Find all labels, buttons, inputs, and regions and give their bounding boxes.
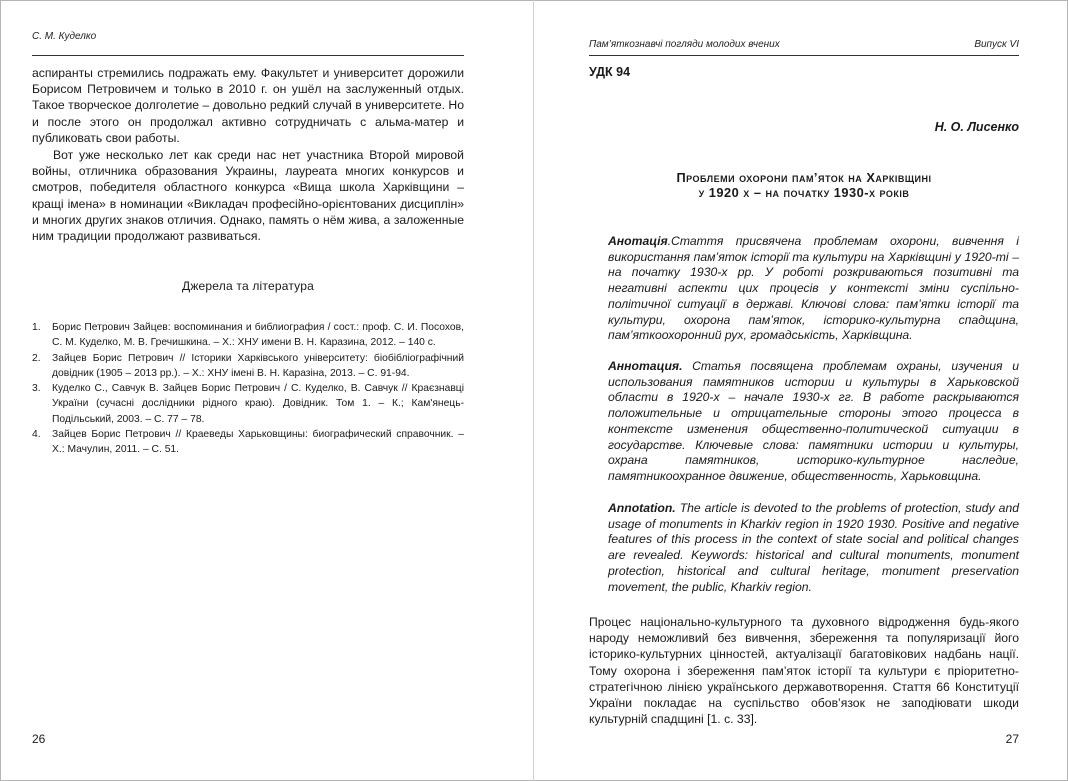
- reference-item: [32, 381, 464, 427]
- udc-code: УДК 94: [589, 65, 631, 79]
- right-body-text: [589, 614, 1019, 727]
- reference-item: [32, 427, 464, 458]
- reference-list: [32, 320, 464, 458]
- reference-text: Зайцев Борис Петрович // Краеведы Харьковщины: биографический справочник. – Х.: Мачулин, 2011. – С. 51.: [52, 429, 464, 456]
- article-author: Н. О. Лисенко: [934, 120, 1019, 134]
- abstract-en-label: Annotation.: [608, 501, 676, 515]
- left-paragraph-2: Вот уже несколько лет как среди нас нет участника Второй мировой войны, отличника образования Украины, лауреата многих конкурсов и смотров, победителя областного конкурса «Вища школа Харківщини – кращі імена» в номинации «Викладач професійно-орієнтованих дисциплін» и многих других знаков отличия. Однако, память о нём жива, а заложенные ним традиции продолжают развиваться.: [32, 148, 464, 244]
- right-paragraph-1: Процес національно-культурного та духовного відродження будь-якого народу неможливий без вивчення, збереження та популяризації його історико-культурних цінностей, актуалізації багатовікових надбань нації. Тому охорона і збереження пам’яток історії та культури є пріоритетно-стратегічною лінією українського державотворення. Стаття 66 Конституції України покладає на суспільство обов’язок не заподіювати шкоди культурній спадщині [1. с. 33].: [589, 615, 1019, 727]
- article-title-line-2: у 1920 х – на початку 1930-х років: [698, 185, 910, 200]
- right-header-rule: [589, 55, 1019, 56]
- reference-number: 1.: [32, 322, 41, 333]
- right-page: [589, 0, 1019, 781]
- issue-label: Випуск VI: [974, 39, 1019, 50]
- article-title: [589, 170, 1019, 200]
- left-paragraph-1: аспиранты стремились подражать ему. Факультет и университет дорожили Борисом Петровичем и только в 2010 г. он ушёл на заслуженный отдых. Такое творческое долголетие – довольно редкий случай в университете. Но и после этого он продолжал активно сотрудничать с альма-матер и публиковать свои работы.: [32, 66, 464, 145]
- abstract-ru-text: Статья посвящена проблемам охраны, изучения и использования памятников истории и культуры в Харьковской области в 1920-х – начале 1930-х гг. В работе раскрываются положительные и отрицательные стороны этого процесса в контексте изменения общественно-политической ситуации в государстве. Ключевые слова: памятники истории и культуры, охрана памятников, историко-культурное наследие, памятникоохранное движение, общественность, Харьковщина.: [608, 359, 1019, 483]
- left-page: [32, 0, 464, 781]
- reference-item: [32, 351, 464, 382]
- left-header-rule: [32, 55, 464, 56]
- right-page-number: 27: [1005, 732, 1019, 746]
- reference-text: Куделко С., Савчук В. Зайцев Борис Петрович / С. Куделко, В. Савчук // Краєзнавці України (сучасні дослідники рідного краю). Довідник. Том 1. – К.; Кам'янець-Подільський, 2003. – С. 77 – 78.: [52, 383, 464, 425]
- abstract-ru-label: Аннотация.: [608, 359, 683, 373]
- reference-text: Зайцев Борис Петрович // Історики Харківського університету: біобібліографічний довідник (1905 – 2013 рр.). – Х.: ХНУ імені В. Н. Каразіна, 2013. – С. 91-94.: [52, 352, 464, 379]
- left-body-text: [32, 65, 464, 244]
- sources-heading: Джерела та література: [182, 279, 314, 293]
- abstract-ua-text: .Стаття присвячена проблемам охорони, вивчення і використання пам’яток історії та культури на Харківщині у 1920-ті – на початку 1930-х рр. У роботі розкриваються позитивні та негативні аспекти цих процесів у контексті зміни суспільно-політичної ситуації в державі. Ключові слова: пам’ятки історії та культури, охорона пам’яток, історико-культурна спадщина, пам’яткоохоронний рух, громадськість, Харківщина.: [608, 234, 1019, 343]
- abstract-ukrainian: [608, 234, 1019, 344]
- abstract-ua-label: Анотація: [608, 234, 668, 248]
- reference-number: 4.: [32, 429, 41, 441]
- reference-item: [32, 320, 464, 351]
- article-title-line-1: Проблеми охорони пам’яток на Харківщині: [676, 170, 932, 185]
- right-running-head: [589, 39, 1019, 50]
- reference-number: 3.: [32, 383, 41, 395]
- left-page-number: 26: [32, 732, 46, 746]
- abstract-russian: [608, 359, 1019, 485]
- abstract-english: [608, 501, 1019, 595]
- reference-number: 2.: [32, 352, 41, 364]
- abstract-en-text: The article is devoted to the problems of protection, study and usage of monuments in Kharkiv region in 1920 1930. Positive and negative features of this process in the context of state social and political changes are revealed. Keywords: historical and cultural monuments, monument protection, historical and cultural heritage, monument preservation movement, the public, Kharkiv region.: [608, 501, 1019, 594]
- journal-title: Пам’яткознавчі погляди молодих вчених: [589, 39, 780, 50]
- page-gutter: [533, 0, 534, 781]
- left-running-head: С. М. Куделко: [32, 31, 97, 42]
- reference-text: Борис Петрович Зайцев: воспоминания и библиография / сост.: проф. С. И. Посохов, С. М. Куделко, М. В. Гречишкина. – Х.: ХНУ имени В. Н. Каразина, 2012. – 140 с.: [52, 322, 464, 349]
